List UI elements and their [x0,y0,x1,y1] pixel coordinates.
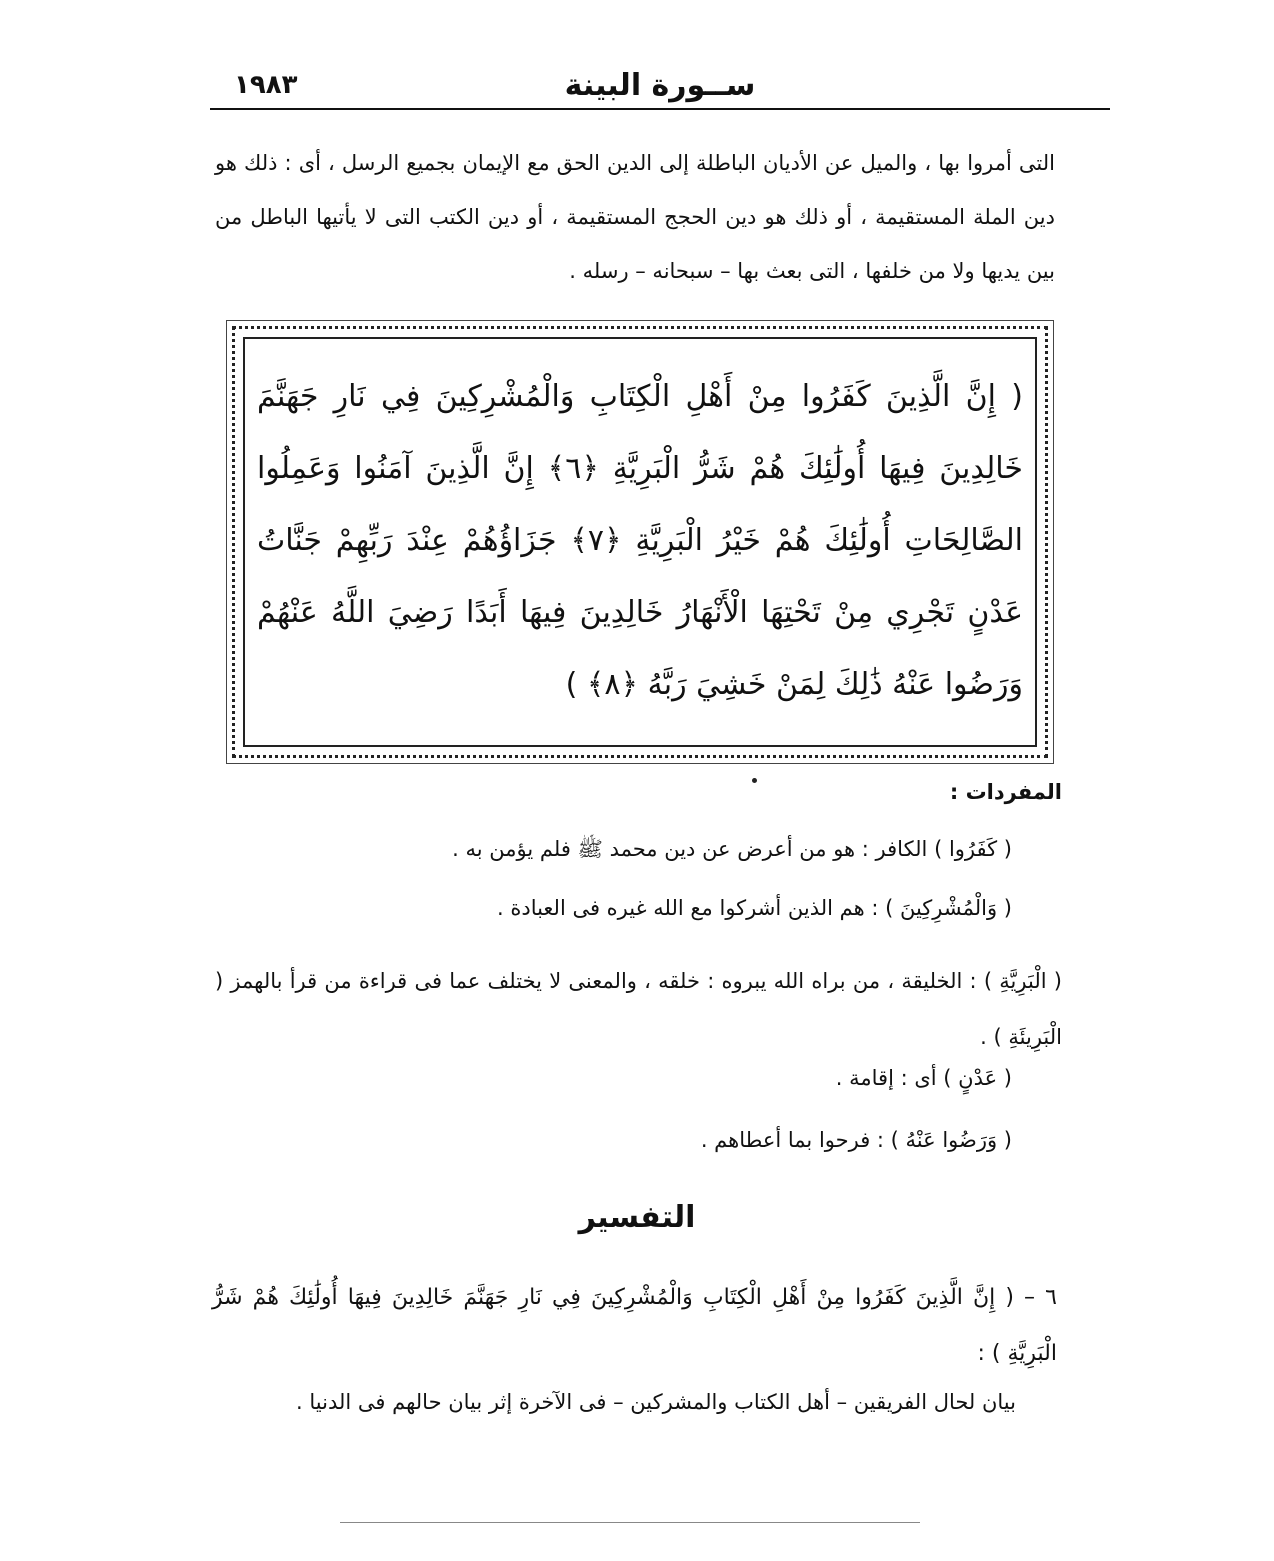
quran-verse-frame [232,326,1048,758]
vocabulary-item: ( عَدْنٍ ) أى : إقامة . [835,1066,1012,1090]
page-header [210,62,1110,112]
vocabulary-item: ( الْبَرِيَّةِ ) : الخليقة ، من براه الله يبروه : خلقه ، والمعنى لا يختلف عما فى قراءة من قرأ بالهمز ( الْبَرِيئَةِ ) . [215,969,1062,1049]
tafsir-verse-line: ٦ – ( إِنَّ الَّذِينَ كَفَرُوا مِنْ أَهْلِ الْكِتَابِ وَالْمُشْرِكِينَ فِي نَارِ جَهَنَّمَ خَالِدِينَ فِيهَا أُولَٰئِكَ هُمْ شَرُّ الْبَرِيَّةِ ) : [212,1285,1057,1366]
footer-divider [340,1522,920,1523]
vocabulary-item: ( وَرَضُوا عَنْهُ ) : فرحوا بما أعطاهم . [700,1128,1012,1152]
tafsir-paragraph: بيان لحال الفريقين – أهل الكتاب والمشركين – فى الآخرة إثر بيان حالهم فى الدنيا . [296,1390,1016,1414]
page-number: ١٩٨٣ [234,70,298,100]
tafsir-heading: التفسير [578,1200,696,1235]
vocabulary-item: ( كَفَرُوا ) الكافر : هو من أعرض عن دين محمد ﷺ فلم يؤمن به . [452,837,1012,861]
vocabulary-item: ( وَالْمُشْرِكِينَ ) : هم الذين أشركوا مع الله غيره فى العبادة . [496,896,1012,920]
header-divider [210,108,1110,110]
surah-title: ســورة البينة [564,68,756,103]
ink-dot [752,778,757,783]
intro-paragraph: التى أمروا بها ، والميل عن الأديان الباطلة إلى الدين الحق مع الإيمان بجميع الرسل ، أى : ذلك هو دين الملة المستقيمة ، أو ذلك هو دين الحجج المستقيمة ، أو دين الكتب التى لا يأتيها الباطل من بين يديها ولا من خلفها ، التى بعث بها – سبحانه – رسله . [215,151,1055,283]
vocabulary-heading: المفردات : [949,780,1062,804]
quran-verse-text: ( إِنَّ الَّذِينَ كَفَرُوا مِنْ أَهْلِ الْكِتَابِ وَالْمُشْرِكِينَ فِي نَارِ جَهَنَّمَ خَالِدِينَ فِيهَا أُولَٰئِكَ هُمْ شَرُّ الْبَرِيَّةِ ﴿٦﴾ إِنَّ الَّذِينَ آمَنُوا وَعَمِلُوا الصَّالِحَاتِ أُولَٰئِكَ هُمْ خَيْرُ الْبَرِيَّةِ ﴿٧﴾ جَزَاؤُهُمْ عِنْدَ رَبِّهِمْ جَنَّاتُ عَدْنٍ تَجْرِي مِنْ تَحْتِهَا الْأَنْهَارُ خَالِدِينَ فِيهَا أَبَدًا رَضِيَ اللَّهُ عَنْهُمْ وَرَضُوا عَنْهُ ذَٰلِكَ لِمَنْ خَشِيَ رَبَّهُ ﴿٨﴾ ) [257,379,1024,702]
